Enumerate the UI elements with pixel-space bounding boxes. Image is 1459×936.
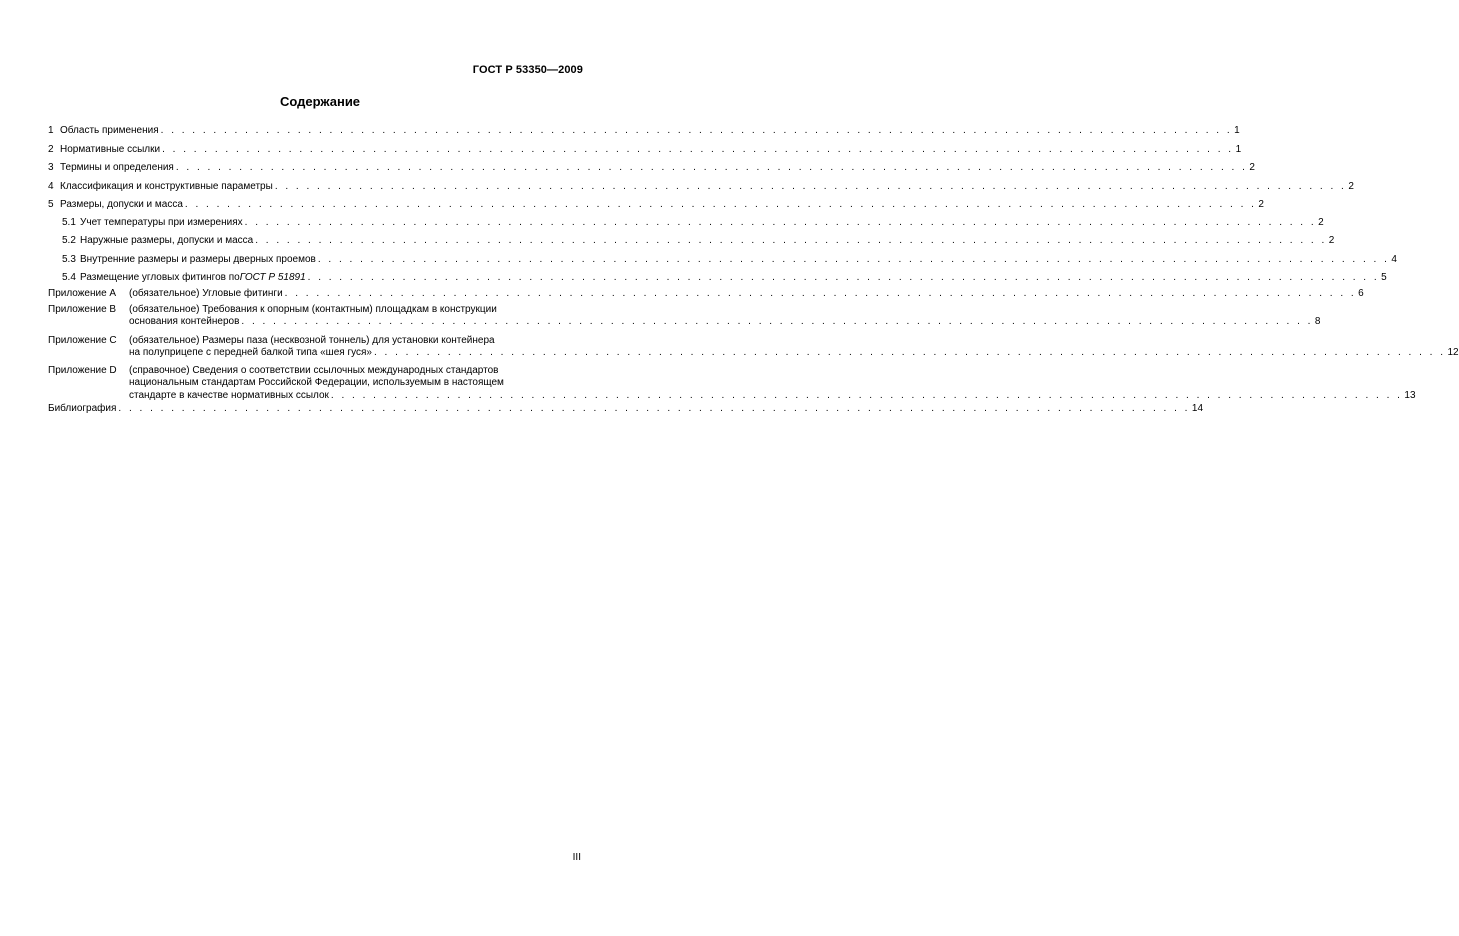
toc-entry[interactable] [48, 365, 1416, 402]
leader-dots: . . . . . . . . . . . . . . . . . . . . . . . . . . . . . . . . . . . . . . . . . . . . . . . . . . . . . . . . . . . . . . . . . . . . . . . . . . . . . . . . . . . . . . . . . . . . . . . . . . . . . . [307, 272, 1380, 283]
toc-entry[interactable] [48, 403, 1204, 415]
page-number: III [572, 852, 581, 863]
toc-entry-title: (справочное) Сведения о соответствии ссылочных международных стандартов [129, 365, 499, 376]
toc-entry-page: 13 [1404, 389, 1416, 401]
leader-dots: . . . . . . . . . . . . . . . . . . . . . . . . . . . . . . . . . . . . . . . . . . . . . . . . . . . . . . . . . . . . . . . . . . . . . . . . . . . . . . . . . . . . . . . . . . . . . . . . . . . . . . [317, 254, 1390, 265]
toc-entry-number: 5.1 [62, 217, 76, 228]
leader-dots: . . . . . . . . . . . . . . . . . . . . . . . . . . . . . . . . . . . . . . . . . . . . . . . . . . . . . . . . . . . . . . . . . . . . . . . . . . . . . . . . . . . . . . . . . . . . . . . . . . . . . . [274, 181, 1347, 192]
toc-entry-number: 4 [48, 181, 54, 192]
toc-entry-title: Нормативные ссылки [60, 144, 161, 155]
toc-entry-number: 5 [48, 199, 54, 210]
toc-entry-page: 8 [1314, 316, 1321, 328]
toc-entry-page: 14 [1191, 403, 1204, 414]
toc-entry-page: 2 [1249, 162, 1255, 173]
toc-entry-title: Учет температуры при измерениях [80, 217, 243, 228]
toc-entry-title: Область применения [60, 125, 159, 136]
toc-entry-title: Библиография [48, 403, 117, 414]
toc-entry-number: 5.2 [62, 235, 76, 246]
leader-dots: . . . . . . . . . . . . . . . . . . . . . . . . . . . . . . . . . . . . . . . . . . . . . . . . . . . . . . . . . . . . . . . . . . . . . . . . . . . . . . . . . . . . . . . . . . . . . . . . . . . . . . [160, 125, 1233, 136]
toc-entry-title-continued: стандарте в качестве нормативных ссылок [129, 389, 329, 401]
toc-entry-title-continued: основания контейнеров [129, 316, 240, 328]
leader-dots: . . . . . . . . . . . . . . . . . . . . . . . . . . . . . . . . . . . . . . . . . . . . . . . . . . . . . . . . . . . . . . . . . . . . . . . . . . . . . . . . . . . . . . . . . . . . . . . . . . . . . . [184, 199, 1257, 210]
toc-entry-number: Приложение C [48, 335, 117, 346]
toc-entry-number: 2 [48, 144, 54, 155]
toc-entry-title: Внутренние размеры и размеры дверных проемов [80, 254, 316, 265]
toc-entry[interactable] [48, 272, 1387, 284]
leader-dots: . . . . . . . . . . . . . . . . . . . . . . . . . . . . . . . . . . . . . . . . . . . . . . . . . . . . . . . . . . . . . . . . . . . . . . . . . . . . . . . . . . . . . . . . . . . . . . . . . . . . . . [255, 235, 1327, 246]
leader-dots: . . . . . . . . . . . . . . . . . . . . . . . . . . . . . . . . . . . . . . . . . . . . . . . . . . . . . . . . . . . . . . . . . . . . . . . . . . . . . . . . . . . . . . . . . . . . . . . . . . . . . . [241, 316, 1313, 328]
toc-entry[interactable] [48, 288, 1364, 300]
leader-dots: . . . . . . . . . . . . . . . . . . . . . . . . . . . . . . . . . . . . . . . . . . . . . . . . . . . . . . . . . . . . . . . . . . . . . . . . . . . . . . . . . . . . . . . . . . . . . . . . . . . . . . [284, 288, 1357, 299]
toc-entry[interactable] [48, 304, 1321, 329]
toc-entry-title-continued: национальным стандартам Российской Федерации, используемым в настоящем [129, 377, 504, 389]
toc-entry[interactable] [48, 144, 1242, 156]
toc-entry-number: Приложение D [48, 365, 117, 376]
toc-entry[interactable] [48, 235, 1335, 247]
toc-entry-page: 12 [1447, 347, 1459, 359]
toc-entry-page: 2 [1258, 199, 1264, 210]
leader-dots: . . . . . . . . . . . . . . . . . . . . . . . . . . . . . . . . . . . . . . . . . . . . . . . . . . . . . . . . . . . . . . . . . . . . . . . . . . . . . . . . . . . . . . . . . . . . . . . . . . . . . . [118, 403, 1190, 414]
toc-entry[interactable] [48, 217, 1324, 229]
leader-dots: . . . . . . . . . . . . . . . . . . . . . . . . . . . . . . . . . . . . . . . . . . . . . . . . . . . . . . . . . . . . . . . . . . . . . . . . . . . . . . . . . . . . . . . . . . . . . . . . . . . . . . [330, 389, 1403, 401]
toc-entry-number: 5.4 [62, 272, 76, 283]
toc-entry-page: 1 [1234, 125, 1240, 136]
toc-entry-number: Приложение A [48, 288, 117, 299]
toc-title: Содержание [279, 94, 361, 109]
toc-entry-title-continued: на полуприцепе с передней балкой типа «шея гуся» [129, 347, 372, 359]
toc-entry[interactable] [48, 162, 1255, 174]
leader-dots: . . . . . . . . . . . . . . . . . . . . . . . . . . . . . . . . . . . . . . . . . . . . . . . . . . . . . . . . . . . . . . . . . . . . . . . . . . . . . . . . . . . . . . . . . . . . . . . . . . . . . . [175, 162, 1248, 173]
toc-entry-title: Размещение угловых фитингов по [80, 272, 240, 283]
toc-entry-title: Классификация и конструктивные параметры [60, 181, 273, 192]
leader-dots: . . . . . . . . . . . . . . . . . . . . . . . . . . . . . . . . . . . . . . . . . . . . . . . . . . . . . . . . . . . . . . . . . . . . . . . . . . . . . . . . . . . . . . . . . . . . . . . . . . . . . . [162, 144, 1234, 155]
toc-entry[interactable] [48, 125, 1240, 137]
toc-entry-number: 1 [48, 125, 54, 136]
toc-entry-number: 5.3 [62, 254, 76, 265]
toc-entry-title: Наружные размеры, допуски и масса [80, 235, 254, 246]
toc-entry-title-italic: ГОСТ Р 51891 [239, 272, 306, 283]
leader-dots: . . . . . . . . . . . . . . . . . . . . . . . . . . . . . . . . . . . . . . . . . . . . . . . . . . . . . . . . . . . . . . . . . . . . . . . . . . . . . . . . . . . . . . . . . . . . . . . . . . . . . . [244, 217, 1317, 228]
toc-entry-title: Термины и определения [60, 162, 174, 173]
toc-entry[interactable] [48, 181, 1354, 193]
toc-entry[interactable] [48, 335, 1459, 360]
toc-entry-page: 4 [1391, 254, 1397, 265]
toc-entry-title: Размеры, допуски и масса [60, 199, 183, 210]
toc-entry-page: 5 [1381, 272, 1387, 283]
document-code: ГОСТ Р 53350—2009 [472, 64, 583, 76]
toc-entry-title: (обязательное) Угловые фитинги [129, 288, 283, 299]
leader-dots: . . . . . . . . . . . . . . . . . . . . . . . . . . . . . . . . . . . . . . . . . . . . . . . . . . . . . . . . . . . . . . . . . . . . . . . . . . . . . . . . . . . . . . . . . . . . . . . . . . . . . . [373, 347, 1446, 359]
toc-entry[interactable] [48, 254, 1397, 266]
toc-entry-page: 6 [1358, 288, 1364, 299]
toc-entry-page: 2 [1318, 217, 1324, 228]
toc-entry-number: 3 [48, 162, 54, 173]
toc-entry-page: 2 [1328, 235, 1335, 246]
toc-entry-page: 1 [1235, 144, 1242, 155]
toc-entry[interactable] [48, 199, 1264, 211]
toc-entry-title: (обязательное) Размеры паза (несквозной тоннель) для установки контейнера [129, 335, 495, 346]
toc-entry-number: Приложение B [48, 304, 117, 315]
toc-entry-title: (обязательное) Требования к опорным (контактным) площадкам в конструкции [129, 304, 497, 315]
toc-entry-page: 2 [1348, 181, 1354, 192]
